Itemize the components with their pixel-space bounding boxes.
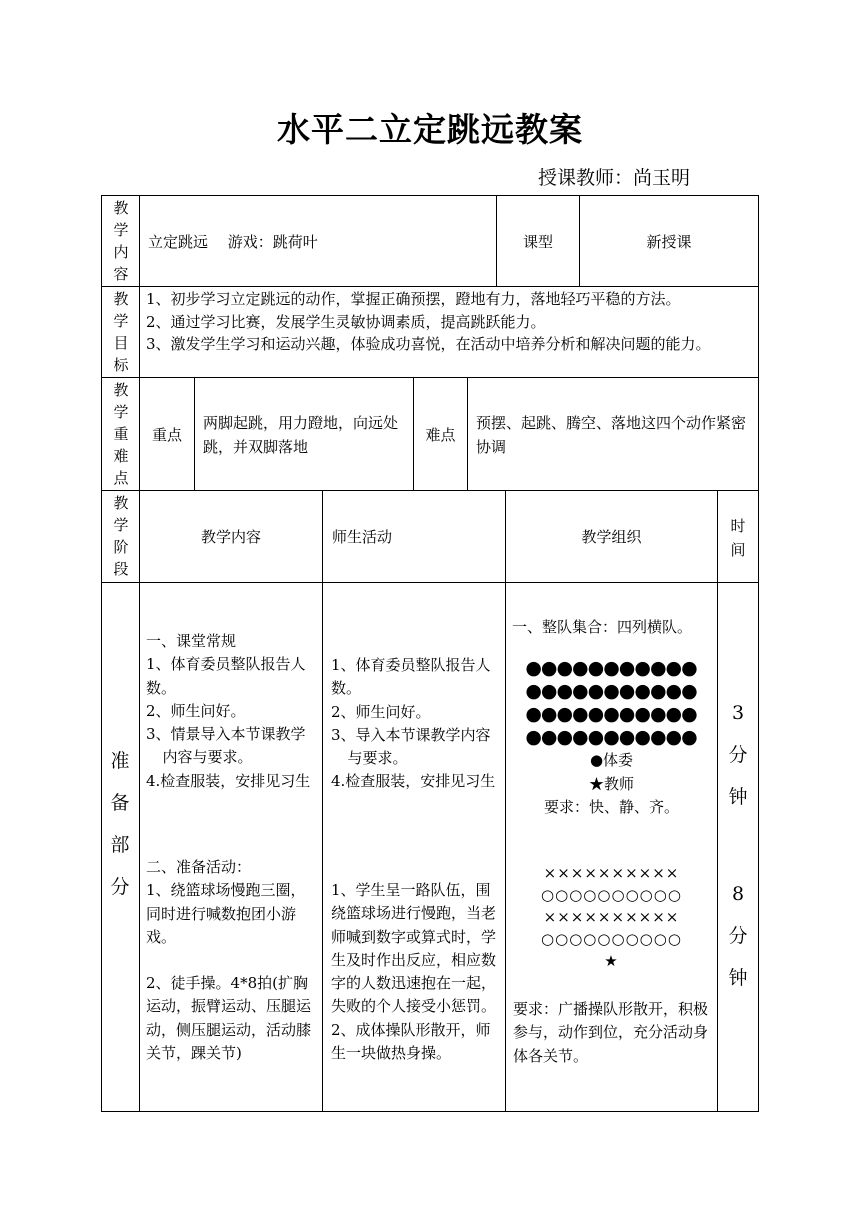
time-unit: 钟 [728, 786, 748, 808]
row-divider [101, 582, 759, 583]
teacher-mark: ★教师 [588, 775, 634, 793]
routine-line: 1、体育委员整队报告人数。 [146, 655, 306, 697]
difficult-point-text: 预摆、起跳、腾空、落地这四个动作紧密协调 [476, 414, 747, 456]
activity-line: 1、体育委员整队报告人数。 [331, 656, 491, 698]
activity-line: 2、师生问好。 [331, 702, 431, 721]
time-unit: 分 [728, 925, 748, 947]
activity-line: 4.检查服装，安排见习生 [331, 772, 496, 791]
warmup-line: 二、准备活动： [146, 858, 252, 876]
key-point-text: 两脚起跳，用力蹬地，向远处跳，并双脚落地 [203, 414, 399, 456]
requirement-1: 要求：快、静、齐。 [543, 798, 679, 816]
routine-line: 3、情景导入本节课教学内容与要求。 [146, 725, 306, 767]
warmup-line: 2、徒手操。4*8拍(扩胸运动，振臂运动、压腿运动，侧压腿运动，活动膝关节，踝关节) [146, 974, 312, 1063]
header-organization: 教学组织 [581, 528, 642, 546]
routine-line: 一、课堂常规 [146, 632, 237, 650]
col-divider [139, 195, 140, 1112]
dot-row: ●●●●●●●●●●● [525, 726, 697, 748]
formation-row: ×××××××××× [543, 864, 680, 882]
formation-dots [509, 657, 713, 749]
content-text: 立定跳远 游戏：跳荷叶 [148, 233, 318, 251]
activity-line: 2、成体操队形散开，师生一块做热身操。 [331, 1020, 491, 1063]
col-divider [467, 377, 468, 490]
header-time: 时间 [730, 517, 746, 559]
warmup-line: 1、绕篮球场慢跑三圈，同时进行喊数抱团小游戏。 [146, 881, 306, 946]
time-warmup [718, 873, 758, 999]
label-teaching-stage: 教学阶段 [113, 494, 129, 578]
goal-item: 1、初步学习立定跳远的动作，掌握正确预摆，蹬地有力，落地轻巧平稳的方法。 [146, 290, 681, 308]
prep-activity-routine [331, 654, 501, 794]
formation-row: ○○○○○○○○○○ [541, 886, 682, 904]
lesson-type-value: 新授课 [646, 232, 692, 251]
formation-warmup [506, 862, 717, 972]
prep-content-routine [146, 630, 320, 793]
header-content: 教学内容 [200, 528, 261, 546]
time-unit: 分 [728, 744, 748, 766]
prep-activity-warmup [331, 879, 501, 1065]
goal-item: 3、激发学生学习和运动兴趣，体验成功喜悦，在活动中培养分析和解决问题的能力。 [146, 335, 711, 353]
routine-line: 2、师生问好。 [146, 701, 246, 720]
dot-row: ●●●●●●●●●●● [525, 657, 697, 679]
difficult-point-label: 难点 [425, 425, 456, 444]
row-divider [101, 286, 759, 287]
activity-line: 1、学生呈一路队伍，围绕篮球场进行慢跑，当老师喊到数字或算式时，学生及时作出反应，相应数字的人数迅速抱在一起，失败的个人接受小惩罚。 [331, 881, 497, 1016]
time-unit: 钟 [728, 967, 748, 989]
label-key-difficult: 教学重难点 [113, 381, 129, 487]
prep-content-warmup [146, 856, 320, 1065]
header-activity: 师生活动 [332, 528, 393, 546]
time-value: 3 [731, 702, 745, 724]
teacher-star: ★ [604, 952, 619, 970]
label-teaching-content: 教学内容 [113, 199, 129, 283]
formation-row: ×××××××××× [543, 908, 680, 926]
key-point-label: 重点 [151, 425, 182, 444]
routine-line: 4.检查服装，安排见习生 [146, 771, 311, 790]
time-value: 8 [731, 883, 745, 905]
activity-line: 3、导入本节课教学内容与要求。 [331, 725, 491, 768]
label-teaching-goals: 教学目标 [113, 290, 129, 374]
teacher-name: 授课教师：尚玉明 [538, 167, 691, 189]
requirement-2: 要求：广播操队形散开，积极参与，动作到位，充分活动身体各关节。 [513, 1000, 709, 1065]
org-title: 一、整队集合：四列横队。 [512, 618, 693, 636]
time-routine [718, 692, 758, 818]
goals-list [146, 288, 754, 356]
dot-row: ●●●●●●●●●●● [525, 680, 697, 702]
col-divider [322, 490, 323, 1112]
lesson-type-label: 课型 [522, 232, 553, 251]
monitor-mark: ●体委 [589, 751, 634, 769]
formation-row: ○○○○○○○○○○ [541, 930, 682, 948]
label-preparation: 准备部分 [110, 750, 130, 898]
col-divider [194, 377, 195, 490]
page-title: 水平二立定跳远教案 [277, 110, 583, 149]
dot-row: ●●●●●●●●●●● [525, 703, 697, 725]
goal-item: 2、通过学习比赛，发展学生灵敏协调素质，提高跳跃能力。 [146, 312, 546, 331]
